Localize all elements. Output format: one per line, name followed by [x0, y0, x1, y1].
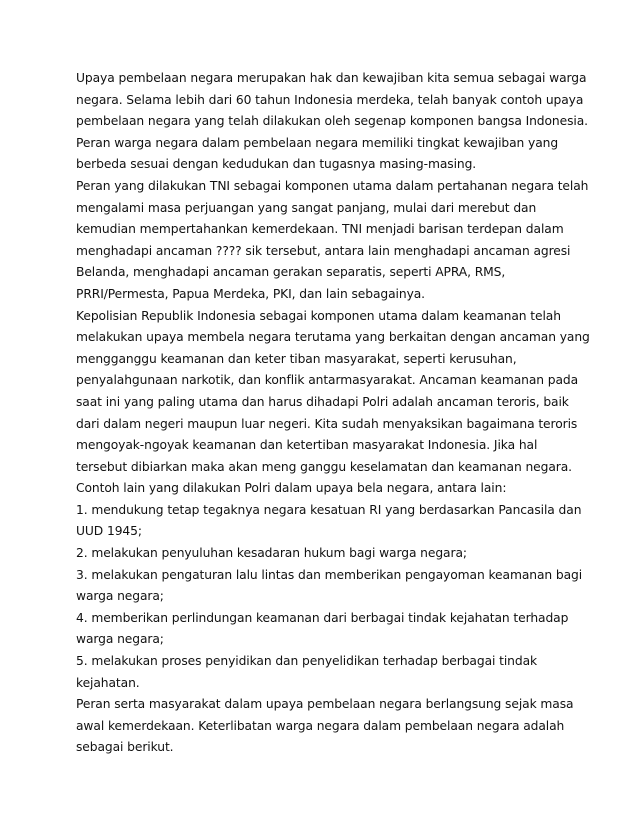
- list-item-line: warga negara;: [76, 589, 164, 604]
- text-line: penyalahgunaan narkotik, dan konflik antarmasyarakat. Ancaman keamanan pada: [76, 373, 579, 388]
- text-line: awal kemerdekaan. Keterlibatan warga negara dalam pembelaan negara adalah: [76, 718, 565, 733]
- text-line: dari dalam negeri maupun luar negeri. Kita sudah menyaksikan bagaimana teroris: [76, 416, 578, 431]
- text-line: menghadapi ancaman ???? sik tersebut, antara lain menghadapi ancaman agresi: [76, 243, 571, 258]
- text-line: Contoh lain yang dilakukan Polri dalam upaya bela negara, antara lain:: [76, 481, 507, 496]
- text-line: PRRI/Permesta, Papua Merdeka, PKI, dan lain sebagainya.: [76, 286, 425, 301]
- list-item-line: 1. mendukung tetap tegaknya negara kesatuan RI yang berdasarkan Pancasila dan: [76, 502, 582, 517]
- text-line: negara. Selama lebih dari 60 tahun Indonesia merdeka, telah banyak contoh upaya: [76, 92, 584, 107]
- text-line: pembelaan negara yang telah dilakukan oleh segenap komponen bangsa Indonesia.: [76, 114, 588, 129]
- text-line: kemudian mempertahankan kemerdekaan. TNI menjadi barisan terdepan dalam: [76, 222, 564, 237]
- text-line: Peran yang dilakukan TNI sebagai komponen utama dalam pertahanan negara telah: [76, 178, 589, 193]
- text-line: melakukan upaya membela negara terutama yang berkaitan dengan ancaman yang: [76, 330, 590, 345]
- text-line: berbeda sesuai dengan kedudukan dan tugasnya masing-masing.: [76, 157, 477, 172]
- text-line: Upaya pembelaan negara merupakan hak dan kewajiban kita semua sebagai warga: [76, 71, 587, 85]
- text-line: mengalami masa perjuangan yang sangat panjang, mulai dari merebut dan: [76, 200, 537, 215]
- text-line: mengganggu keamanan dan keter tiban masyarakat, seperti kerusuhan,: [76, 351, 517, 366]
- list-item-line: 2. melakukan penyuluhan kesadaran hukum bagi warga negara;: [76, 546, 467, 561]
- text-line: tersebut dibiarkan maka akan meng ganggu keselamatan dan keamanan negara.: [76, 459, 572, 474]
- list-item-line: kejahatan.: [76, 675, 140, 690]
- text-line: saat ini yang paling utama dan harus dihadapi Polri adalah ancaman teroris, baik: [76, 394, 569, 409]
- text-line: sebagai berikut.: [76, 740, 174, 755]
- text-line: Kepolisian Republik Indonesia sebagai komponen utama dalam keamanan telah: [76, 308, 561, 323]
- text-line: Peran warga negara dalam pembelaan negara memiliki tingkat kewajiban yang: [76, 135, 559, 150]
- list-item-line: 3. melakukan pengaturan lalu lintas dan memberikan pengayoman keamanan bagi: [76, 567, 583, 582]
- list-item-line: warga negara;: [76, 632, 164, 647]
- document-body: [76, 68, 590, 759]
- text-line: Belanda, menghadapi ancaman gerakan separatis, seperti APRA, RMS,: [76, 265, 506, 280]
- text-line: mengoyak-ngoyak keamanan dan ketertiban masyarakat Indonesia. Jika hal: [76, 438, 538, 453]
- text-line: Peran serta masyarakat dalam upaya pembelaan negara berlangsung sejak masa: [76, 697, 574, 712]
- list-item-line: 5. melakukan proses penyidikan dan penyelidikan terhadap berbagai tindak: [76, 654, 538, 669]
- list-item-line: 4. memberikan perlindungan keamanan dari berbagai tindak kejahatan terhadap: [76, 610, 569, 625]
- list-item-line: UUD 1945;: [76, 524, 142, 539]
